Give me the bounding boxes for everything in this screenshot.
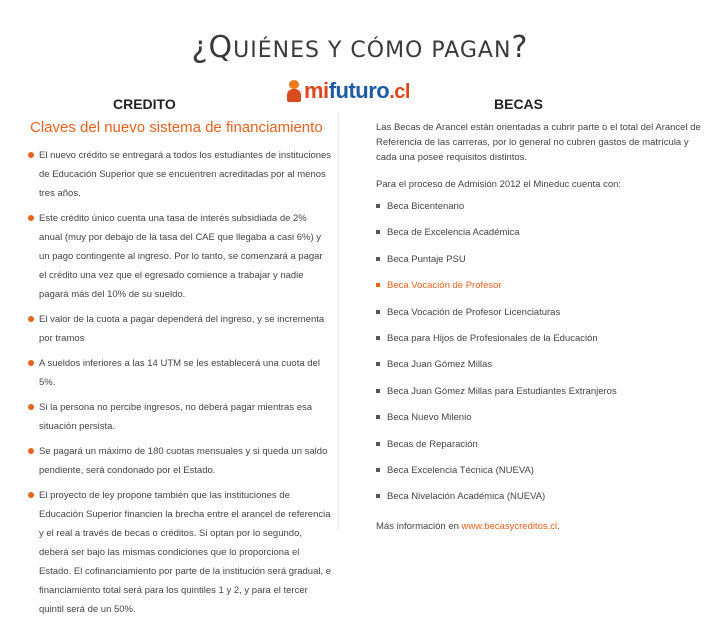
credito-item: El nuevo crédito se entregará a todos los estudiantes de instituciones de Educación Superior que se encuentren acreditadas por al menos tres años.: [28, 146, 332, 203]
becas-intro: Las Becas de Arancel están orientadas a cubrir parte o el total del Arancel de Referencia de las carreras, por lo general no cubren gastos de matrícula y cada una posee requisitos distintos.: [376, 122, 701, 163]
credito-item: A sueldos inferiores a las 14 UTM se les establecerá una cuota del 5%.: [28, 354, 332, 392]
beca-item: Beca Juan Gómez Millas: [376, 358, 704, 384]
more-info-prefix: Más información en: [376, 520, 459, 532]
square-bullet-icon: [376, 415, 380, 419]
credito-item: Se pagará un máximo de 180 cuotas mensuales y si queda un saldo pendiente, será condonado por el Estado.: [28, 442, 332, 480]
mifuturo-logo: [281, 72, 417, 110]
beca-item-highlighted: Beca Vocación de Profesor: [376, 279, 704, 305]
square-bullet-icon: [376, 362, 380, 366]
more-info: [376, 521, 704, 532]
becas-label: BECAS: [494, 96, 544, 112]
more-info-suffix: .: [557, 520, 560, 532]
square-bullet-icon: [376, 204, 380, 208]
bullet-icon: [28, 316, 34, 322]
beca-item: Beca Bicentenario: [376, 200, 704, 226]
beca-item: Beca Nuevo Milenio: [376, 411, 704, 437]
square-bullet-icon: [376, 468, 380, 472]
square-bullet-icon: [376, 494, 380, 498]
beca-item: Beca para Hijos de Profesionales de la Educación: [376, 332, 704, 358]
credito-item: Este crédito único cuenta una tasa de interés subsidiada de 2% anual (muy por debajo de la tasa del CAE que llegaba a casi 6%) y un pago contingente al ingreso. Por lo tanto, se comenzará a pagar el crédito una vez que el egresado comience a trabajar y nadie pagará más del 10% de su sueldo.: [28, 209, 332, 304]
beca-item: Beca Juan Gómez Millas para Estudiantes Extranjeros: [376, 385, 704, 411]
title-end: ?: [511, 30, 529, 65]
bullet-icon: [28, 404, 34, 410]
logo-wordmark: [304, 78, 410, 104]
square-bullet-icon: [376, 389, 380, 393]
credito-item: El valor de la cuota a pagar dependerá del ingreso, y se incrementa por tramos: [28, 310, 332, 348]
bullet-icon: [28, 152, 34, 158]
beca-item: Beca de Excelencia Académica: [376, 226, 704, 252]
beca-item: Beca Puntaje PSU: [376, 253, 704, 279]
credito-label: CREDITO: [113, 96, 176, 112]
credito-item: Si la persona no percibe ingresos, no deberá pagar mientras esa situación persista.: [28, 398, 332, 436]
bullet-icon: [28, 492, 34, 498]
becas-link[interactable]: www.becasycreditos.cl: [461, 520, 558, 532]
square-bullet-icon: [376, 283, 380, 287]
square-bullet-icon: [376, 310, 380, 314]
bullet-icon: [28, 448, 34, 454]
person-icon: [287, 80, 301, 102]
title-rest: UIÉNES Y CÓMO PAGAN: [233, 38, 512, 63]
credito-panel: [22, 112, 339, 615]
logo-cl: .cl: [389, 81, 410, 103]
credito-item: El proyecto de ley propone también que las instituciones de Educación Superior financien la brecha entre el arancel de referencia y el real a través de becas o créditos. Si optan por lo segundo, deberá ser bajo las mismas condiciones que lo proporciona el Estado. El cofinanciamiento por parte de la institución será gradual, e financiamiento total será para los quintiles 1 y 2, y para el tercer quintil será de un 50%.: [28, 486, 332, 619]
beca-item: Beca Excelencia Técnica (NUEVA): [376, 464, 704, 490]
logo-mi: mi: [304, 78, 329, 103]
beca-item: Beca Nivelación Académica (NUEVA): [376, 490, 704, 516]
bullet-icon: [28, 360, 34, 366]
square-bullet-icon: [376, 257, 380, 261]
credito-heading: Claves del nuevo sistema de financiamiento: [30, 119, 323, 136]
square-bullet-icon: [376, 442, 380, 446]
square-bullet-icon: [376, 336, 380, 340]
bullet-icon: [28, 215, 34, 221]
becas-subheading: Para el proceso de Admisión 2012 el Mineduc cuenta con:: [376, 179, 622, 190]
title-first: ¿Q: [191, 30, 234, 65]
logo-futuro: futuro: [328, 78, 390, 103]
beca-item: Beca Vocación de Profesor Licenciaturas: [376, 306, 704, 332]
slide-title: [0, 30, 720, 65]
square-bullet-icon: [376, 230, 380, 234]
becas-panel: [364, 112, 714, 530]
beca-item: Becas de Reparación: [376, 438, 704, 464]
